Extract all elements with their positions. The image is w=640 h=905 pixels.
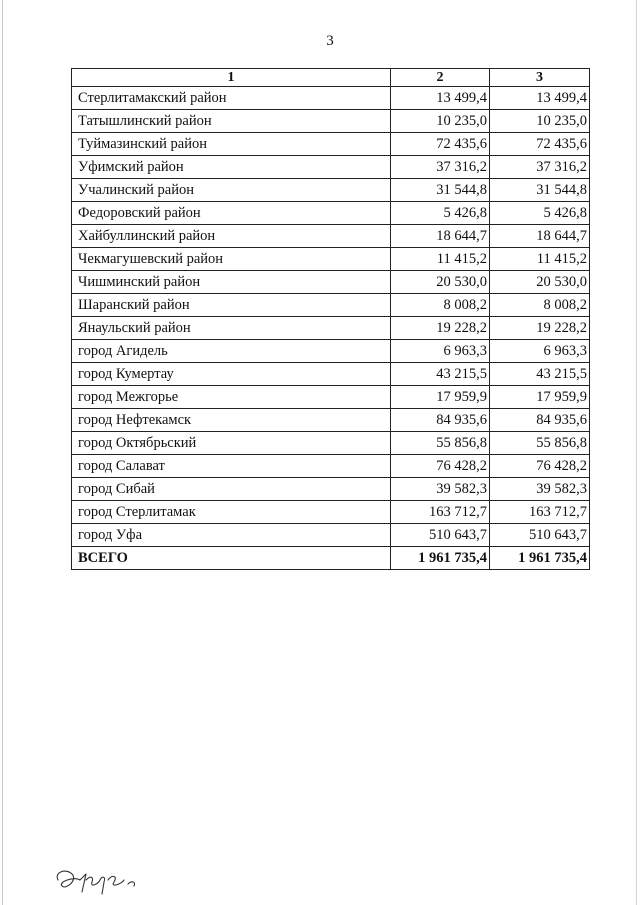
table-row: [72, 455, 590, 478]
table-header-row: [72, 69, 590, 87]
table-row: [72, 432, 590, 455]
column-header-2: 2: [391, 69, 490, 87]
amount-col2: 43 215,5: [391, 363, 490, 386]
amount-col2: 76 428,2: [391, 455, 490, 478]
municipality-name: город Агидель: [72, 340, 391, 363]
municipality-name: Хайбуллинский район: [72, 225, 391, 248]
table-row: [72, 271, 590, 294]
amount-col3: 39 582,3: [490, 478, 590, 501]
municipality-name: город Межгорье: [72, 386, 391, 409]
amount-col2: 37 316,2: [391, 156, 490, 179]
municipality-name: город Сибай: [72, 478, 391, 501]
amount-col3: 5 426,8: [490, 202, 590, 225]
municipality-name: Янаульский район: [72, 317, 391, 340]
table-row: [72, 294, 590, 317]
table-row: [72, 248, 590, 271]
budget-table: [71, 68, 590, 570]
amount-col3: 17 959,9: [490, 386, 590, 409]
amount-col2: 18 644,7: [391, 225, 490, 248]
table-row: [72, 478, 590, 501]
amount-col2: 11 415,2: [391, 248, 490, 271]
column-header-1: 1: [72, 69, 391, 87]
amount-col3: 13 499,4: [490, 87, 590, 110]
table-row: [72, 156, 590, 179]
total-row: [72, 547, 590, 570]
table-row: [72, 340, 590, 363]
table-row: [72, 179, 590, 202]
amount-col2: 8 008,2: [391, 294, 490, 317]
municipality-name: город Уфа: [72, 524, 391, 547]
amount-col2: 163 712,7: [391, 501, 490, 524]
table-row: [72, 363, 590, 386]
amount-col2: 72 435,6: [391, 133, 490, 156]
amount-col3: 72 435,6: [490, 133, 590, 156]
table-row: [72, 524, 590, 547]
amount-col3: 510 643,7: [490, 524, 590, 547]
table-row: [72, 202, 590, 225]
municipality-name: город Стерлитамак: [72, 501, 391, 524]
municipality-name: город Нефтекамск: [72, 409, 391, 432]
amount-col3: 11 415,2: [490, 248, 590, 271]
municipality-name: Федоровский район: [72, 202, 391, 225]
amount-col2: 6 963,3: [391, 340, 490, 363]
amount-col2: 39 582,3: [391, 478, 490, 501]
amount-col2: 19 228,2: [391, 317, 490, 340]
amount-col2: 510 643,7: [391, 524, 490, 547]
total-label: ВСЕГО: [72, 547, 391, 570]
table-row: [72, 133, 590, 156]
amount-col2: 17 959,9: [391, 386, 490, 409]
municipality-name: Татышлинский район: [72, 110, 391, 133]
table-row: [72, 409, 590, 432]
amount-col3: 43 215,5: [490, 363, 590, 386]
amount-col2: 20 530,0: [391, 271, 490, 294]
amount-col2: 84 935,6: [391, 409, 490, 432]
amount-col2: 5 426,8: [391, 202, 490, 225]
amount-col3: 31 544,8: [490, 179, 590, 202]
amount-col2: 10 235,0: [391, 110, 490, 133]
municipality-name: Уфимский район: [72, 156, 391, 179]
municipality-name: Чекмагушевский район: [72, 248, 391, 271]
municipality-name: Шаранский район: [72, 294, 391, 317]
municipality-name: город Кумертау: [72, 363, 391, 386]
amount-col3: 8 008,2: [490, 294, 590, 317]
amount-col3: 55 856,8: [490, 432, 590, 455]
amount-col2: 13 499,4: [391, 87, 490, 110]
amount-col3: 20 530,0: [490, 271, 590, 294]
amount-col3: 19 228,2: [490, 317, 590, 340]
amount-col3: 10 235,0: [490, 110, 590, 133]
municipality-name: Учалинский район: [72, 179, 391, 202]
amount-col2: 55 856,8: [391, 432, 490, 455]
table-row: [72, 317, 590, 340]
amount-col3: 37 316,2: [490, 156, 590, 179]
table-row: [72, 386, 590, 409]
total-col2: 1 961 735,4: [391, 547, 490, 570]
page-number: 3: [326, 33, 334, 49]
amount-col3: 163 712,7: [490, 501, 590, 524]
column-header-3: 3: [490, 69, 590, 87]
municipality-name: Туймазинский район: [72, 133, 391, 156]
table-row: [72, 225, 590, 248]
municipality-name: город Салават: [72, 455, 391, 478]
table-row: [72, 87, 590, 110]
signature-icon: [52, 862, 142, 903]
table-row: [72, 501, 590, 524]
amount-col3: 84 935,6: [490, 409, 590, 432]
amount-col3: 6 963,3: [490, 340, 590, 363]
amount-col3: 76 428,2: [490, 455, 590, 478]
total-col3: 1 961 735,4: [490, 547, 590, 570]
municipality-name: Чишминский район: [72, 271, 391, 294]
amount-col3: 18 644,7: [490, 225, 590, 248]
municipality-name: город Октябрьский: [72, 432, 391, 455]
scan-edge-left: [2, 0, 3, 905]
municipality-name: Стерлитамакский район: [72, 87, 391, 110]
scan-edge-right: [636, 0, 637, 905]
amount-col2: 31 544,8: [391, 179, 490, 202]
table-row: [72, 110, 590, 133]
